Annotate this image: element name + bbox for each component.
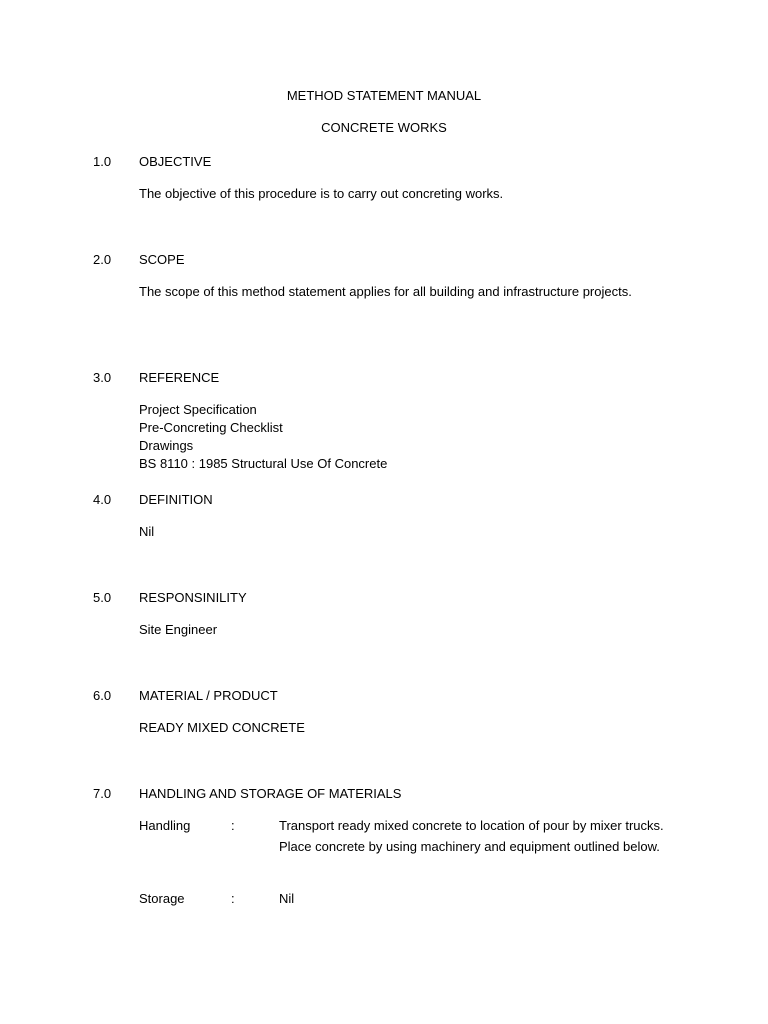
section-heading: REFERENCE	[139, 370, 220, 385]
section-body: Site Engineer	[139, 622, 218, 637]
section-body: The objective of this procedure is to carry out concreting works.	[139, 186, 504, 201]
row-value-handling: Transport ready mixed concrete to location of pour by mixer trucks. Place concrete by using machinery and equipment outlined below.	[279, 818, 664, 854]
section-heading: HANDLING AND STORAGE OF MATERIALS	[139, 786, 402, 801]
section-body: The scope of this method statement applies for all building and infrastructure projects.	[139, 284, 632, 299]
reference-item: Project Specification	[139, 402, 257, 417]
section-number: 5.0	[93, 590, 112, 605]
section-number: 1.0	[93, 154, 112, 169]
section-heading: OBJECTIVE	[139, 154, 212, 169]
section-heading: SCOPE	[139, 252, 185, 267]
reference-list	[139, 401, 387, 473]
section-body: Nil	[139, 524, 155, 539]
section-heading: MATERIAL / PRODUCT	[139, 688, 278, 703]
section-body: READY MIXED CONCRETE	[139, 720, 305, 735]
section-number: 4.0	[93, 492, 112, 507]
section-heading: DEFINITION	[139, 492, 213, 507]
reference-item: BS 8110 : 1985 Structural Use Of Concrete	[139, 456, 388, 471]
document-subtitle: CONCRETE WORKS	[321, 120, 447, 135]
reference-item: Pre-Concreting Checklist	[139, 420, 283, 435]
row-label-storage: Storage	[139, 891, 185, 906]
section-number: 7.0	[93, 786, 112, 801]
reference-item: Drawings	[139, 438, 194, 453]
row-label-handling: Handling	[139, 818, 191, 833]
row-separator: :	[231, 891, 235, 906]
row-value-storage: Nil	[279, 891, 295, 906]
section-number: 2.0	[93, 252, 112, 267]
document-title: METHOD STATEMENT MANUAL	[286, 88, 482, 103]
row-separator: :	[231, 818, 235, 833]
section-number: 3.0	[93, 370, 112, 385]
section-heading: RESPONSINILITY	[139, 590, 247, 605]
section-number: 6.0	[93, 688, 112, 703]
